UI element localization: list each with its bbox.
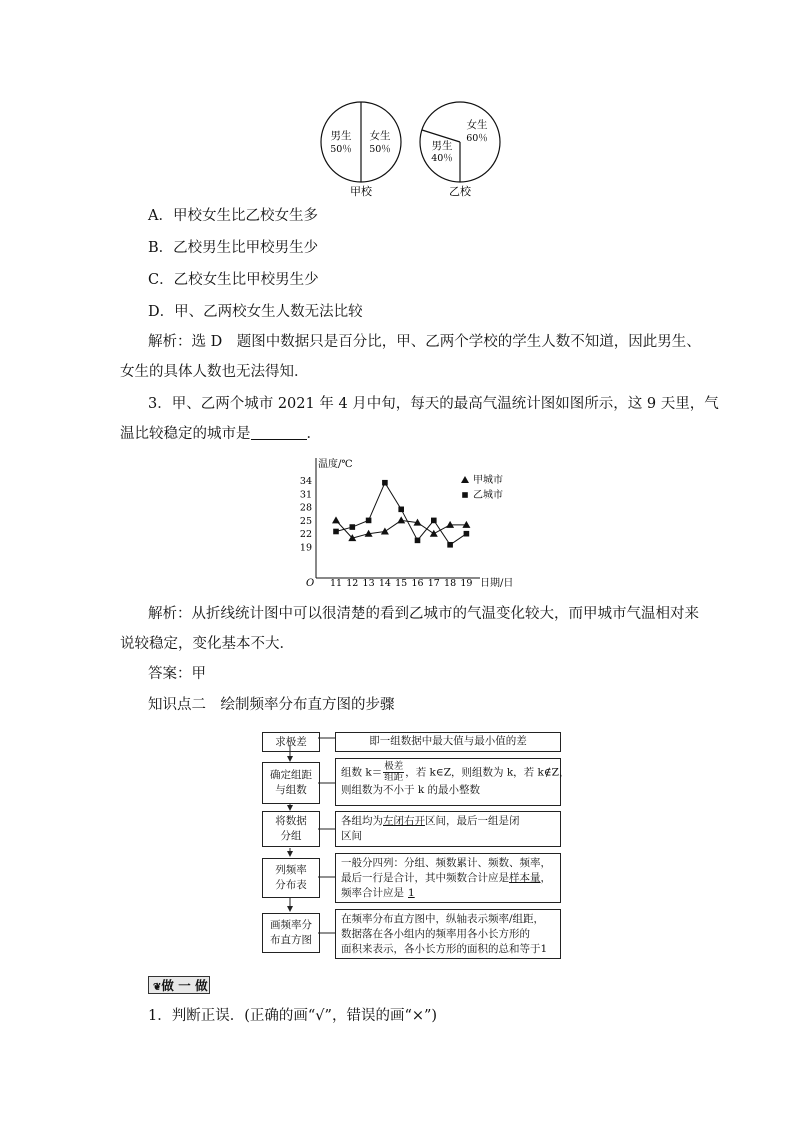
step4-desc-line1: 一般分四列：分组、频数累计、频数、频率， — [341, 857, 551, 869]
step4-desc-line3 — [341, 886, 555, 901]
step3-box — [262, 811, 320, 847]
answer-line: 答案：甲 — [148, 666, 206, 682]
square-point — [350, 524, 356, 530]
square-point — [366, 518, 372, 524]
pie-charts — [310, 98, 510, 198]
step3-desc-line2: 区间 — [341, 830, 362, 842]
legend-label: 甲城市 — [473, 475, 503, 486]
step2-desc-line1 — [341, 761, 570, 783]
chart-series — [332, 480, 470, 548]
step1-desc-box — [335, 732, 561, 752]
triangle-point — [461, 476, 469, 483]
step2-label-1: 确定组距 — [270, 769, 312, 781]
pie-a-right-pct: 50％ — [369, 144, 391, 155]
pie-school-b — [420, 102, 500, 198]
step2-desc-box — [335, 758, 570, 806]
step3-desc-post: 区间，最后一组是闭 — [425, 815, 520, 827]
practice-tag — [148, 976, 210, 994]
step3-desc-pre: 各组均为 — [341, 815, 383, 827]
fraction-numerator: 极差 — [384, 761, 404, 772]
q3-line2-text: 温比较稳定的城市是 — [120, 426, 251, 442]
step4-box — [262, 858, 320, 898]
step2-label-2: 与组数 — [275, 784, 307, 796]
step4-desc-line2-underlined: 样本量 — [509, 872, 541, 884]
pie-a-right-label: 女生 — [369, 130, 391, 142]
step3-desc-box — [335, 811, 561, 847]
chart-legend — [461, 473, 503, 501]
step3-desc-underlined: 左闭右开 — [383, 815, 425, 827]
x-tick-label: 14 — [378, 578, 391, 589]
answer-blank — [251, 425, 307, 440]
pie-a-left-label: 男生 — [330, 130, 352, 142]
x-tick-label: 17 — [427, 578, 440, 589]
triangle-point — [332, 516, 340, 523]
analysis3-line1: 解析：从折线统计图中可以很清楚的看到乙城市的气温变化较大，而甲城市气温相对来 — [148, 606, 699, 622]
option-d: D．甲、乙两校女生人数无法比较 — [148, 304, 363, 320]
x-tick-label: 19 — [460, 578, 473, 589]
x-tick-label: 15 — [395, 578, 408, 589]
step4-desc-line2-pre: 最后一行是合计，其中频数合计应是 — [341, 872, 509, 884]
y-tick-label: 19 — [299, 542, 312, 554]
step2-desc-mid: ，若 k∈Z，则组数为 k，若 k∉Z， — [405, 766, 570, 779]
x-tick-label: 12 — [346, 578, 359, 589]
step5-desc-box — [335, 909, 561, 959]
step1-label: 求极差 — [275, 735, 307, 748]
chart-xlabel: 日期/日 — [480, 578, 514, 589]
step3-label-1: 将数据 — [275, 815, 307, 827]
step5-desc-line2: 数据落在各小组内的频率用各小长方形的 — [341, 928, 530, 940]
step4-desc-line3-underlined: 1 — [408, 887, 415, 899]
step1-box — [262, 732, 320, 752]
q3-line2 — [120, 424, 321, 444]
range-over-width-fraction — [383, 762, 404, 783]
step5-label-2: 布直方图 — [270, 934, 312, 946]
x-tick-label: 13 — [362, 578, 375, 589]
y-tick-label: 25 — [299, 515, 312, 527]
triangle-point — [446, 521, 454, 528]
analysis1-line1: 解析：选 D 题图中数据只是百分比，甲、乙两个学校的学生人数不知道，因此男生、 — [148, 334, 701, 350]
step5-label-1: 画频率分 — [270, 919, 312, 931]
square-point — [447, 542, 453, 548]
legend-label: 乙城市 — [473, 490, 503, 501]
practice-tag-text: 做 一 做 — [161, 978, 208, 993]
pie-b-caption: 乙校 — [449, 185, 471, 198]
triangle-point — [381, 527, 389, 534]
step5-desc-line1: 在频率分布直方图中，纵轴表示频率/组距， — [341, 913, 545, 925]
step4-label-1: 列频率 — [275, 864, 307, 876]
chart-origin: O — [306, 578, 315, 589]
step2-desc-pre: 组数 k＝ — [341, 766, 383, 779]
pie-b-right-label: 女生 — [466, 119, 488, 131]
square-point — [464, 531, 470, 537]
step5-box — [262, 913, 320, 953]
chart-axes — [316, 458, 480, 578]
square-point — [333, 529, 339, 535]
series-line — [336, 483, 466, 545]
option-a: A．甲校女生比乙校女生多 — [148, 208, 318, 224]
step4-desc-line3-pre: 频率合计应是 — [341, 887, 404, 899]
pie-a-caption: 甲校 — [350, 185, 372, 198]
step4-desc-box — [335, 853, 561, 903]
step1-desc: 即一组数据中最大值与最小值的差 — [369, 735, 527, 747]
analysis1-line2: 女生的具体人数也无法得知． — [120, 364, 309, 380]
triangle-point — [430, 530, 438, 537]
heart-icon: ❦ — [153, 982, 162, 993]
x-tick-label: 18 — [444, 578, 457, 589]
step2-desc-line2: 则组数为不小于 k 的最小整数 — [341, 784, 481, 796]
option-c: C．乙校女生比甲校男生少 — [148, 272, 319, 288]
step3-desc-line1 — [341, 814, 555, 829]
pie-a-left-pct: 50％ — [330, 144, 352, 155]
analysis3-line2: 说较稳定，变化基本不大． — [120, 636, 294, 652]
practice-q1: 1．判断正误．(正确的画“√”，错误的画“×”) — [148, 1008, 438, 1024]
step4-label-2: 分布表 — [275, 879, 307, 891]
square-point — [398, 507, 404, 513]
triangle-point — [462, 521, 470, 528]
step4-desc-line2 — [341, 871, 555, 886]
y-tick-label: 28 — [299, 502, 312, 514]
pie-school-a — [321, 102, 401, 198]
option-b: B．乙校男生比甲校男生少 — [148, 240, 319, 256]
step2-box — [262, 762, 320, 804]
q3-line2-end: ． — [306, 426, 321, 442]
section2-title: 知识点二 绘制频率分布直方图的步骤 — [148, 697, 395, 713]
step3-label-2: 分组 — [280, 830, 302, 842]
y-tick-label: 31 — [299, 489, 312, 501]
x-tick-label: 16 — [411, 578, 424, 589]
step4-desc-line2-post: ， — [540, 872, 551, 884]
square-point — [462, 492, 468, 498]
square-point — [415, 538, 421, 544]
fraction-denominator: 组距 — [384, 772, 404, 783]
pie-b-left-label: 男生 — [431, 140, 453, 152]
chart-ylabel: 温度/℃ — [318, 459, 353, 470]
x-tick-label: 11 — [329, 578, 343, 589]
temperature-chart — [298, 452, 538, 596]
pie-b-left-pct: 40％ — [431, 153, 453, 164]
q3-line1: 3．甲、乙两个城市 2021 年 4 月中旬，每天的最高气温统计图如图所示，这 9 天里，气 — [148, 396, 719, 412]
y-tick-label: 22 — [299, 529, 312, 541]
square-point — [431, 518, 437, 524]
step5-desc-line3: 面积来表示，各小长方形的面积的总和等于1 — [341, 943, 548, 955]
triangle-point — [397, 516, 405, 523]
square-point — [382, 480, 388, 486]
y-tick-label: 34 — [299, 476, 312, 487]
pie-b-right-pct: 60％ — [466, 133, 488, 144]
